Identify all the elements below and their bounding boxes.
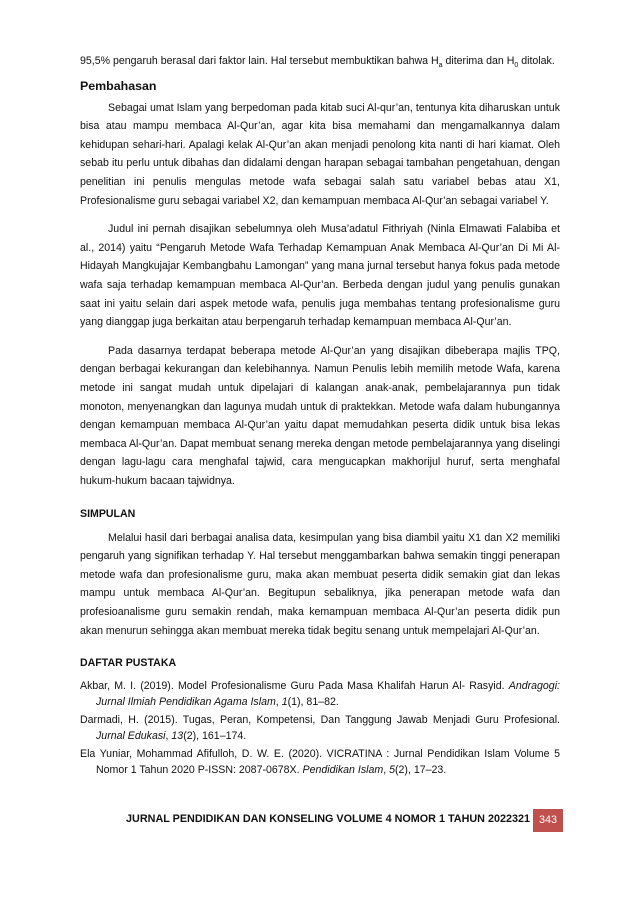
section-heading-simpulan: SIMPULAN	[80, 507, 136, 520]
reference-pages: (2), 161–174.	[183, 730, 247, 743]
pembahasan-paragraph-3: Pada dasarnya terdapat beberapa metode Al-Qur’an yang disajikan dibeberapa majlis TPQ, dengan berbagai kekurangan dan kelebihannya. Namun Penulis lebih memilih metode Wafa, karena metode ini sangat mudah untuk dipelajari di kalangan anak-anak, pembelajarannya pun tidak monoton, menyenangkan dan lagunya mudah untuk di praktekkan. Metode wafa dalam hubungannya dengan kemampuan membaca Al-Qur’an yaitu dapat memudahkan peserta didik untuk bisa lekas membaca Al-Qur’an. Dapat membuat senang mereka dengan metode pembelajarannya yang diselingi dengan lagu-lagu cara menghafal tajwid, cara mengucapkan makhorijul huruf, serta menghafal hukum-hukum bacaan tajwidnya.	[80, 344, 560, 487]
page-footer	[0, 809, 638, 833]
reference-separator: ,	[275, 696, 282, 709]
section-heading-daftar-pustaka: DAFTAR PUSTAKA	[80, 657, 177, 670]
reference-volume: 5	[389, 764, 395, 777]
intro-paragraph	[80, 52, 560, 76]
simpulan-paragraph: Melalui hasil dari berbagai analisa data, kesimpulan yang bisa diambil yaitu X1 dan X2 memiliki pengaruh yang signifikan terhadap Y. Hal tersebut menggambarkan bahwa semakin tinggi penerapan metode wafa dan profesionalisme guru, maka akan membuat peserta didik semakin giat dan lekas mampu untuk membaca Al-Qur’an. Begitupun sebaliknya, jika penerapan metode wafa dan profesioanalisme guru semakin rendah, maka kemampuan membaca Al-Qur’an peserta didik pun akan menurun sehingga akan membuat mereka tidak begitu senang untuk mempelajari Al-Qur’an.	[80, 531, 560, 637]
reference-item	[80, 678, 560, 710]
intro-text-1: 95,5% pengaruh berasal dari faktor lain. Hal tersebut membuktikan bahwa H	[80, 55, 439, 67]
intro-text-2: diterima dan H	[442, 55, 515, 67]
reference-separator: ,	[383, 764, 390, 777]
reference-volume: 1	[281, 696, 288, 709]
page-number-badge: 343	[533, 809, 563, 832]
page-body	[80, 52, 560, 780]
journal-title: JURNAL PENDIDIKAN DAN KONSELING VOLUME 4 NOMOR 1 TAHUN 2022321	[126, 813, 530, 825]
h-a-subscript: a	[438, 62, 443, 70]
reference-text: Akbar, M. I. (2019). Model Profesionalisme Guru Pada Masa Khalifah Harun Al- Rasyid.	[80, 680, 509, 693]
reference-pages: (1), 81–82.	[287, 696, 339, 709]
reference-text: Darmadi, H. (2015). Tugas, Peran, Kompetensi, Dan Tanggung Jawab Menjadi Guru Profesional.	[80, 714, 560, 727]
reference-text: Ela Yuniar, Mohammad Afifulloh, D. W. E. (2020). VICRATINA : Jurnal Pendidikan Islam Volume 5 Nomor 1 Tahun 2020 P-ISSN: 2087-0678X.	[80, 748, 560, 777]
intro-text-3: ditolak.	[518, 55, 555, 67]
pembahasan-paragraph-2: Judul ini pernah disajikan sebelumnya oleh Musa’adatul Fithriyah (Ninla Elmawati Falabiba et al., 2014) yaitu “Pengaruh Metode Wafa Terhadap Kemampuan Anak Membaca Al-Qur’an Di Mi Al-Hidayah Mangkujajar Kembangbahu Lamongan” yang mana jurnal tersebut hanya fokus pada metode wafa saja terhadap kemampuan membaca Al-Qur’an. Berbeda dengan judul yang penulis gunakan saat ini yaitu selain dari aspek metode wafa, penulis juga membahas tentang profesionalisme guru yang dianggap juga berkaitan atau berpengaruh terhadap kemampuan membaca Al-Qur’an.	[80, 223, 560, 329]
reference-journal: Pendidikan Islam	[302, 764, 384, 777]
reference-item	[80, 746, 560, 778]
section-heading-pembahasan: Pembahasan	[80, 78, 157, 93]
reference-journal: Andragogi: Jurnal Ilmiah Pendidikan Agama Islam	[96, 680, 560, 709]
reference-item	[80, 712, 560, 744]
reference-pages: (2), 17–23.	[395, 764, 447, 777]
reference-volume: 13	[171, 730, 184, 743]
h-0-subscript: 0	[514, 62, 519, 70]
reference-separator: ,	[165, 730, 172, 743]
pembahasan-paragraph-1: Sebagai umat Islam yang berpedoman pada kitab suci Al-qur’an, tentunya kita diharuskan untuk bisa atau mampu membaca Al-Qur’an, agar kita bisa memahami dan mengamalkannya dalam kehidupan sehari-hari. Apalagi kelak Al-Qur’an akan menjadi penolong kita nanti di hari kiamat. Oleh sebab itu perlu untuk dibahas dan didalami dengan harapan sebagai tambahan pengetahuan, dengan penelitian ini penulis mengulas metode wafa sebagai salah satu variabel bebas atau X1, Profesionalisme guru sebagai variabel X2, dan kemampuan membaca Al-Qur’an sebagai variabel Y.	[80, 101, 560, 207]
reference-journal: Jurnal Edukasi	[96, 730, 166, 743]
